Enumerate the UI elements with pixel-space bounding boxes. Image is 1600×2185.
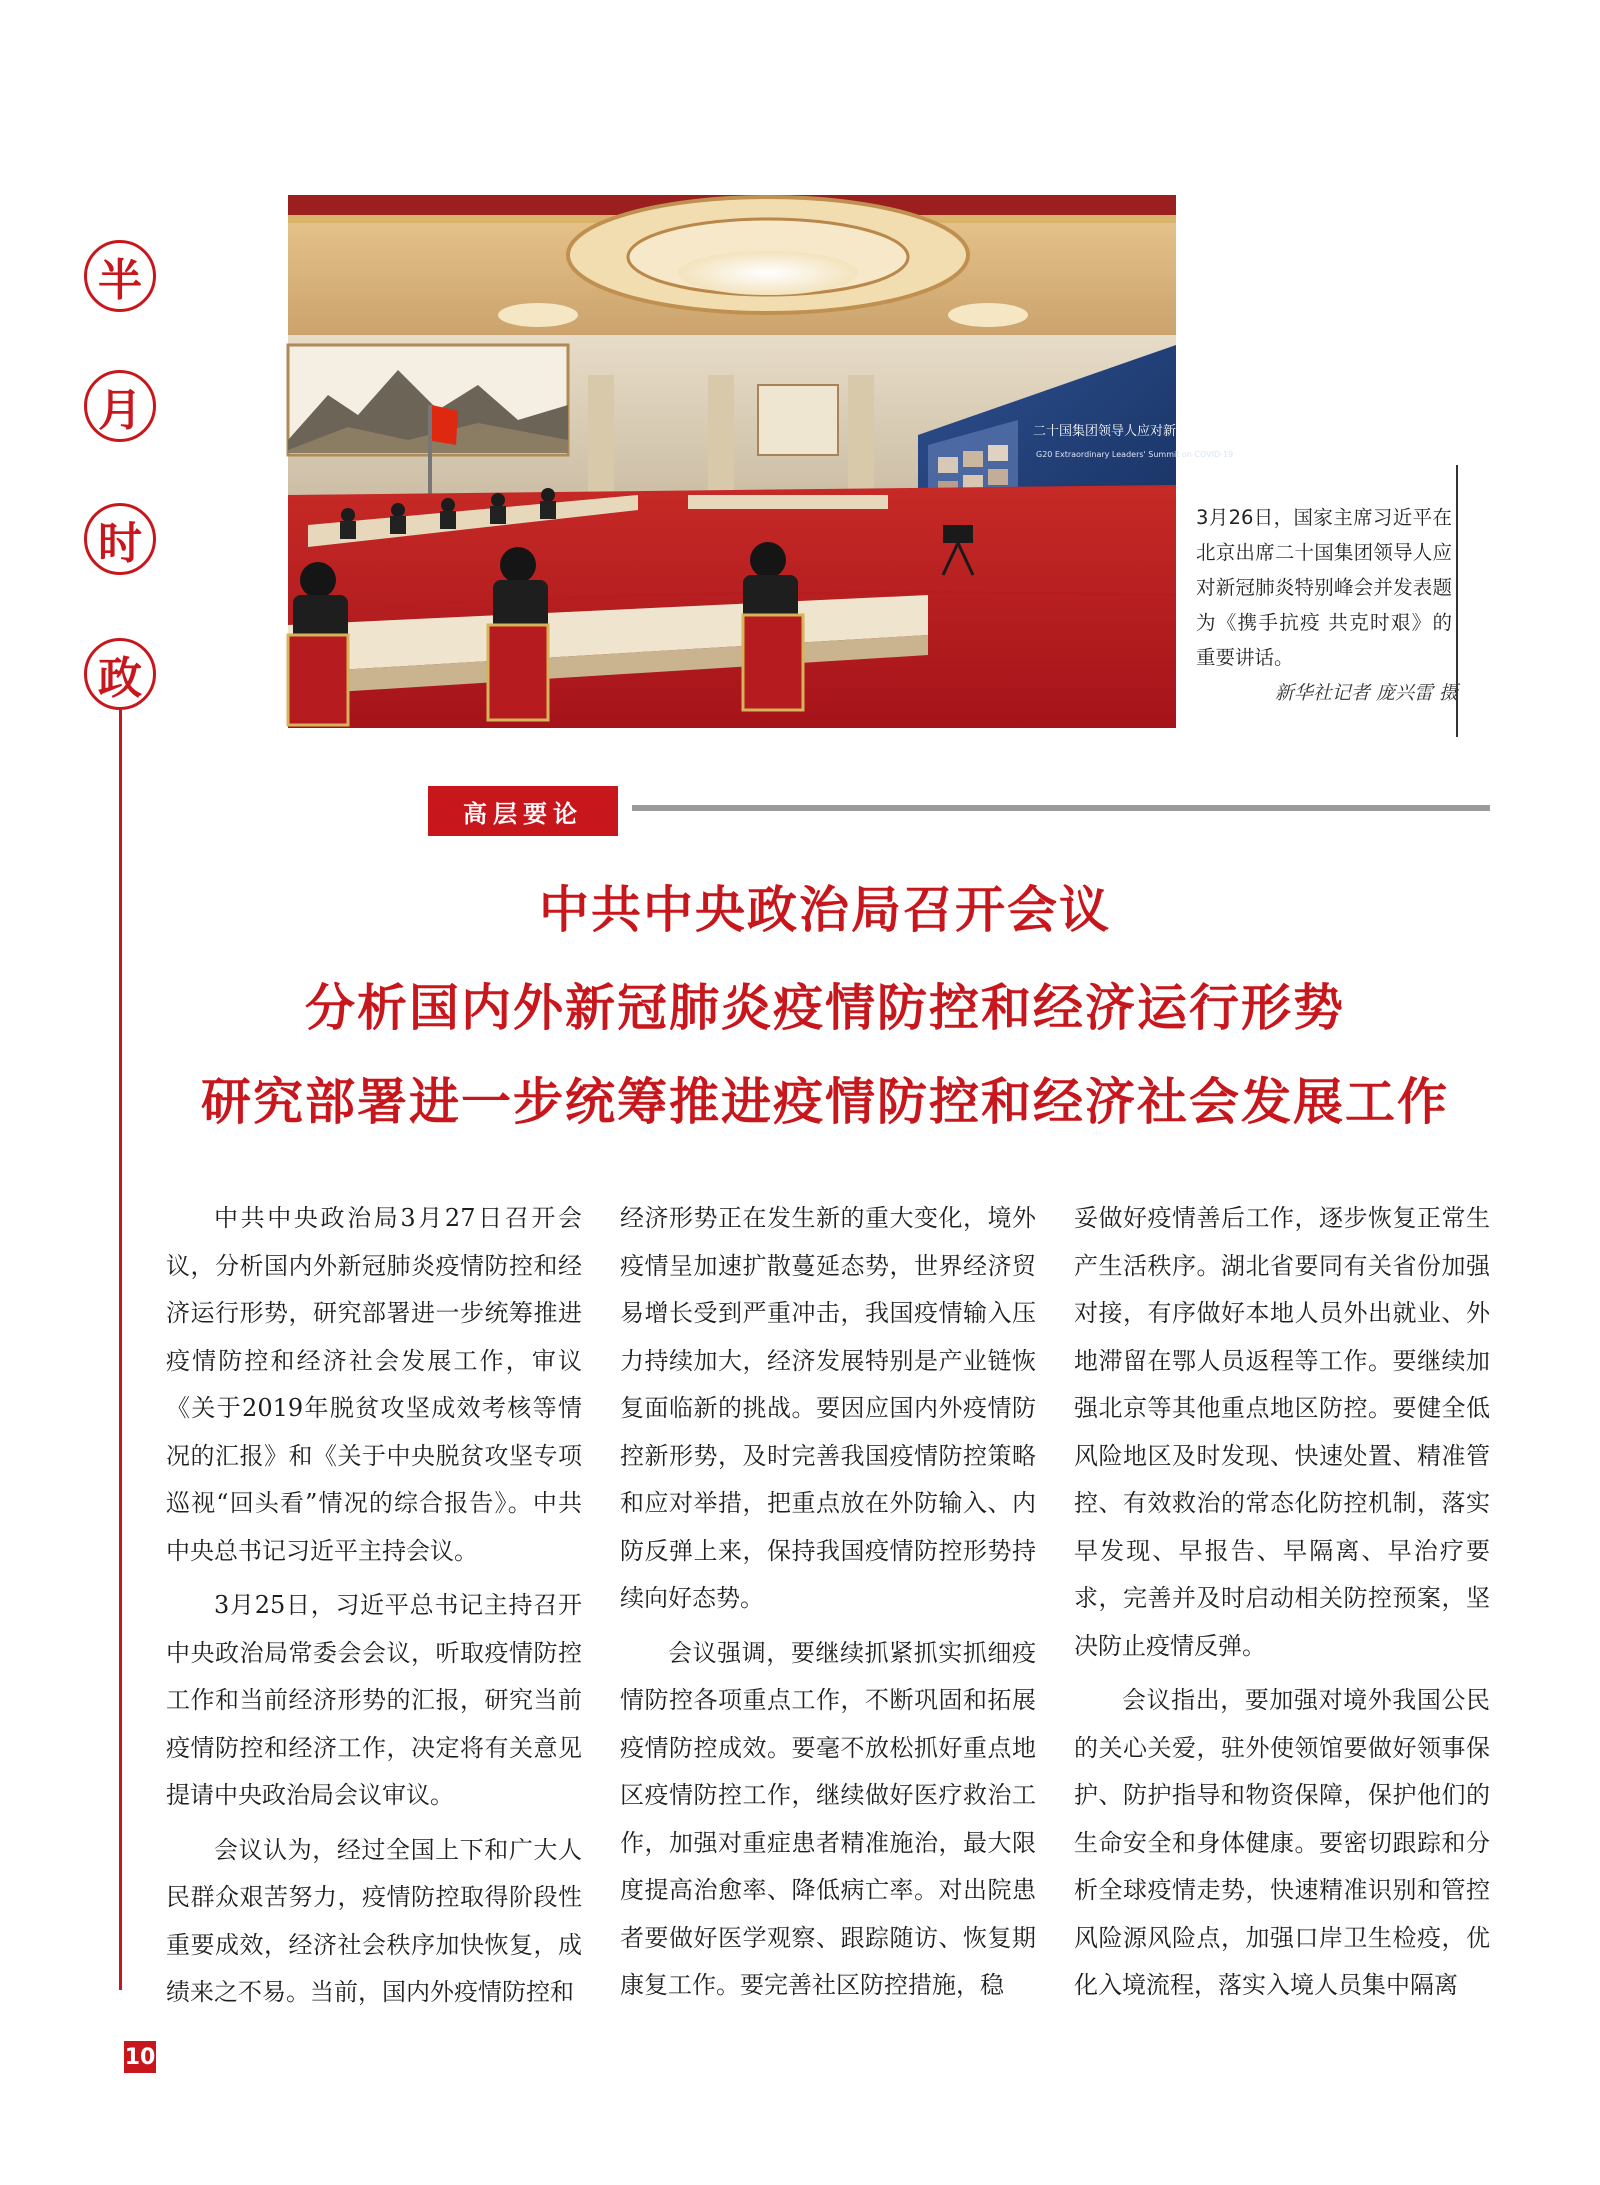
body-column-2 bbox=[620, 1195, 1036, 2015]
paragraph: 会议认为，经过全国上下和广大人民群众艰苦努力，疫情防控取得阶段性重要成效，经济社会秩序加快恢复，成绩来之不易。当前，国内外疫情防控和 bbox=[166, 1835, 582, 2006]
body-column-3 bbox=[1074, 1195, 1490, 2015]
paragraph: 会议指出，要加强对境外我国公民的关心关爱，驻外使领馆要做好领事保护、防护指导和物资保障，保护他们的生命安全和身体健康。要密切跟踪和分析全球疫情走势，快速精准识别和管控风险源风险点，加强口岸卫生检疫，优化入境流程，落实入境人员集中隔离 bbox=[1074, 1686, 1490, 1999]
series-char-2: 月 bbox=[84, 370, 156, 442]
paragraph: 经济形势正在发生新的重大变化，境外疫情呈加速扩散蔓延态势，世界经济贸易增长受到严重冲击，我国疫情输入压力持续加大，经济发展特别是产业链恢复面临新的挑战。要因应国内外疫情防控新形势，及时完善我国疫情防控策略和应对举措，把重点放在外防输入、内防反弹上来，保持我国疫情防控形势持续向好态势。 bbox=[620, 1204, 1036, 1612]
screen-title: 二十国集团领导人应对新冠肺炎特别峰会 bbox=[1033, 424, 1268, 439]
headline-line-2: 分析国内外新冠肺炎疫情防控和经济运行形势 bbox=[305, 979, 1345, 1037]
summit-photo bbox=[288, 195, 1268, 728]
body-column-1 bbox=[166, 1195, 582, 2015]
photo-caption: 3月26日，国家主席习近平在北京出席二十国集团领导人应对新冠肺炎特别峰会并发表题为《携手抗疫 共克时艰》的重要讲话。 bbox=[1196, 506, 1452, 669]
paragraph: 妥做好疫情善后工作，逐步恢复正常生产生活秩序。湖北省要同有关省份加强对接，有序做好本地人员外出就业、外地滞留在鄂人员返程等工作。要继续加强北京等其他重点地区防控。要健全低风险地区及时发现、快速处置、精准管控、有效救治的常态化防控机制，落实早发现、早报告、早隔离、早治疗要求，完善并及时启动相关防控预案，坚决防止疫情反弹。 bbox=[1074, 1204, 1490, 1660]
section-rule bbox=[618, 805, 1490, 811]
screen-title-en: G20 Extraordinary Leaders' Summit on COVID-19 bbox=[1036, 450, 1234, 459]
paragraph: 中共中央政治局3月27日召开会议，分析国内外新冠肺炎疫情防控和经济运行形势，研究部署进一步统筹推进疫情防控和经济社会发展工作，审议《关于2019年脱贫攻坚成效考核等情况的汇报》和《关于中央脱贫攻坚专项巡视“回头看”情况的综合报告》。中共中央总书记习近平主持会议。 bbox=[166, 1204, 582, 1565]
side-rule bbox=[119, 710, 122, 1990]
series-char-1: 半 bbox=[84, 240, 156, 312]
photo-credit: 新华社记者 庞兴雷 摄 bbox=[1274, 682, 1458, 704]
series-char-3: 时 bbox=[84, 503, 156, 575]
paragraph: 会议强调，要继续抓紧抓实抓细疫情防控各项重点工作，不断巩固和拓展疫情防控成效。要毫不放松抓好重点地区疫情防控工作，继续做好医疗救治工作，加强对重症患者精准施治，最大限度提高治愈率、降低病亡率。对出院患者要做好医学观察、跟踪随访、恢复期康复工作。要完善社区防控措施，稳 bbox=[620, 1638, 1036, 1999]
paragraph: 3月25日，习近平总书记主持召开中央政治局常委会会议，听取疫情防控工作和当前经济形势的汇报，研究当前疫情防控和经济工作，决定将有关意见提请中央政治局会议审议。 bbox=[166, 1591, 582, 1809]
headline-line-3: 研究部署进一步统筹推进疫情防控和经济社会发展工作 bbox=[201, 1073, 1449, 1131]
section-label: 高层要论 bbox=[428, 786, 618, 836]
series-char-4: 政 bbox=[84, 638, 156, 710]
section-rule-gap bbox=[618, 786, 632, 836]
page-number: 10 bbox=[124, 2041, 156, 2073]
headline-line-1: 中共中央政治局召开会议 bbox=[539, 881, 1111, 939]
